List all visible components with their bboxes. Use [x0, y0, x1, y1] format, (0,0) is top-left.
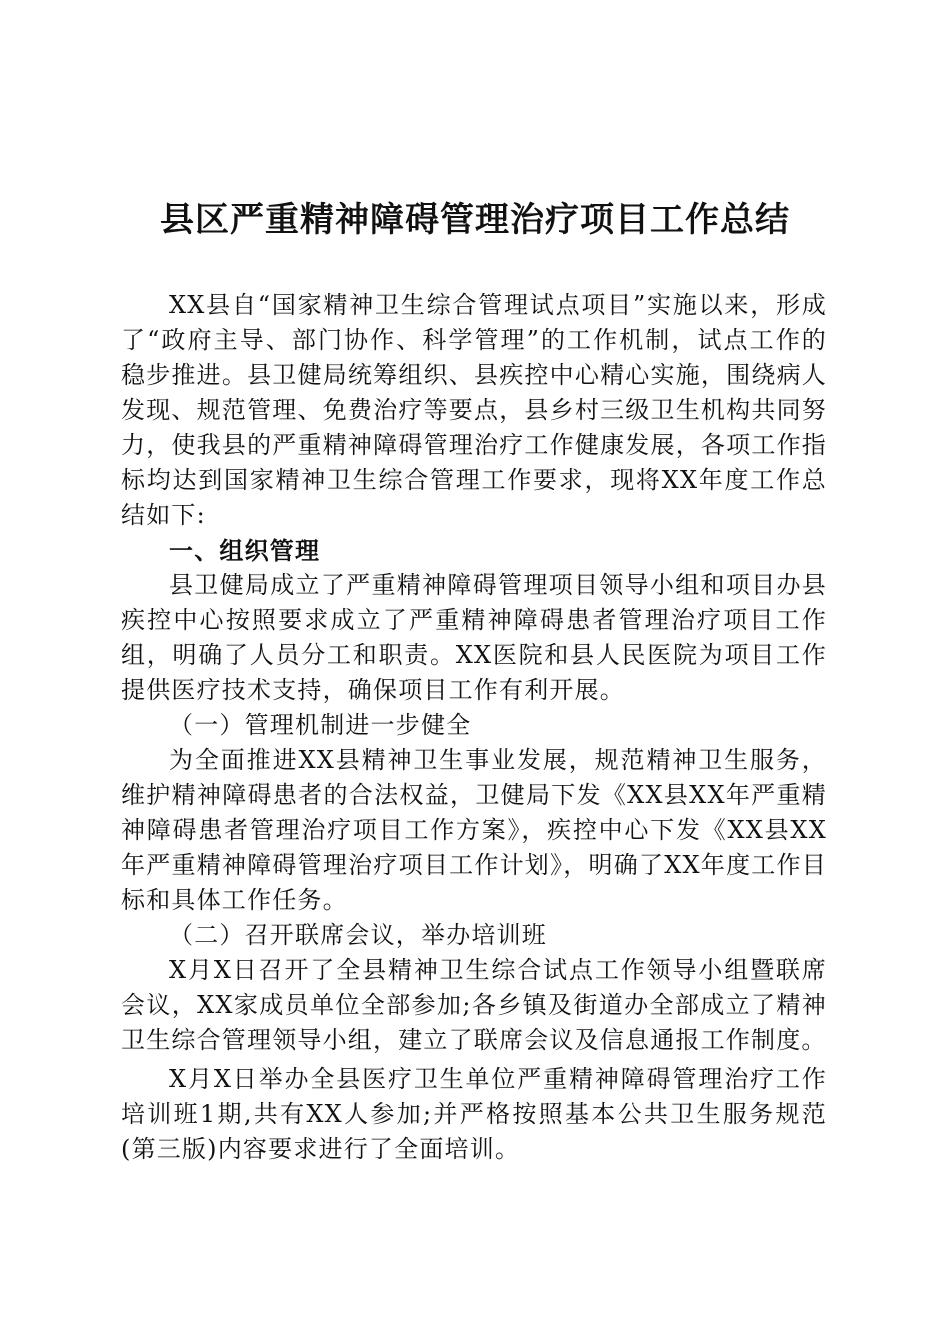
subsection-meetings-paragraph-1: X月X日召开了全县精神卫生综合试点工作领导小组暨联席会议，XX家成员单位全部参加;各乡镇及街道办全部成立了精神卫生综合管理领导小组，建立了联席会议及信息通报工作制度。 — [121, 956, 827, 1054]
subsection-heading-meetings: （二）召开联席会议，举办培训班 — [169, 921, 547, 949]
subsection-meetings-paragraph-2: X月X日举办全县医疗卫生单位严重精神障碍管理治疗工作培训班1期,共有XX人参加;并严格按照基本公共卫生服务规范(第三版)内容要求进行了全面培训。 — [121, 1065, 827, 1163]
document-body — [121, 288, 827, 1167]
section-organization-paragraph: 县卫健局成立了严重精神障碍管理项目领导小组和项目办县疾控中心按照要求成立了严重精神障碍患者管理治疗项目工作组，明确了人员分工和职责。XX医院和县人民医院为项目工作提供医疗技术支持，确保项目工作有利开展。 — [121, 571, 827, 704]
intro-paragraph: XX县自“国家精神卫生综合管理试点项目”实施以来，形成了“政府主导、部门协作、科学管理”的工作机制，试点工作的稳步推进。县卫健局统筹组织、县疾控中心精心实施，围绕病人发现、规范管理、免费治疗等要点，县乡村三级卫生机构共同努力，使我县的严重精神障碍管理治疗工作健康发展，各项工作指标均达到国家精神卫生综合管理工作要求，现将XX年度工作总结如下: — [121, 291, 827, 529]
subsection-mechanism-paragraph: 为全面推进XX县精神卫生事业发展，规范精神卫生服务，维护精神障碍患者的合法权益，卫健局下发《XX县XX年严重精神障碍患者管理治疗项目工作方案》，疾控中心下发《XX县XX年严重精神障碍管理治疗项目工作计划》，明确了XX年度工作目标和具体工作任务。 — [121, 746, 827, 914]
section-heading-organization: 一、组织管理 — [169, 536, 321, 565]
subsection-heading-mechanism: （一）管理机制进一步健全 — [169, 711, 472, 739]
document-title: 县区严重精神障碍管理治疗项目工作总结 — [160, 200, 790, 240]
